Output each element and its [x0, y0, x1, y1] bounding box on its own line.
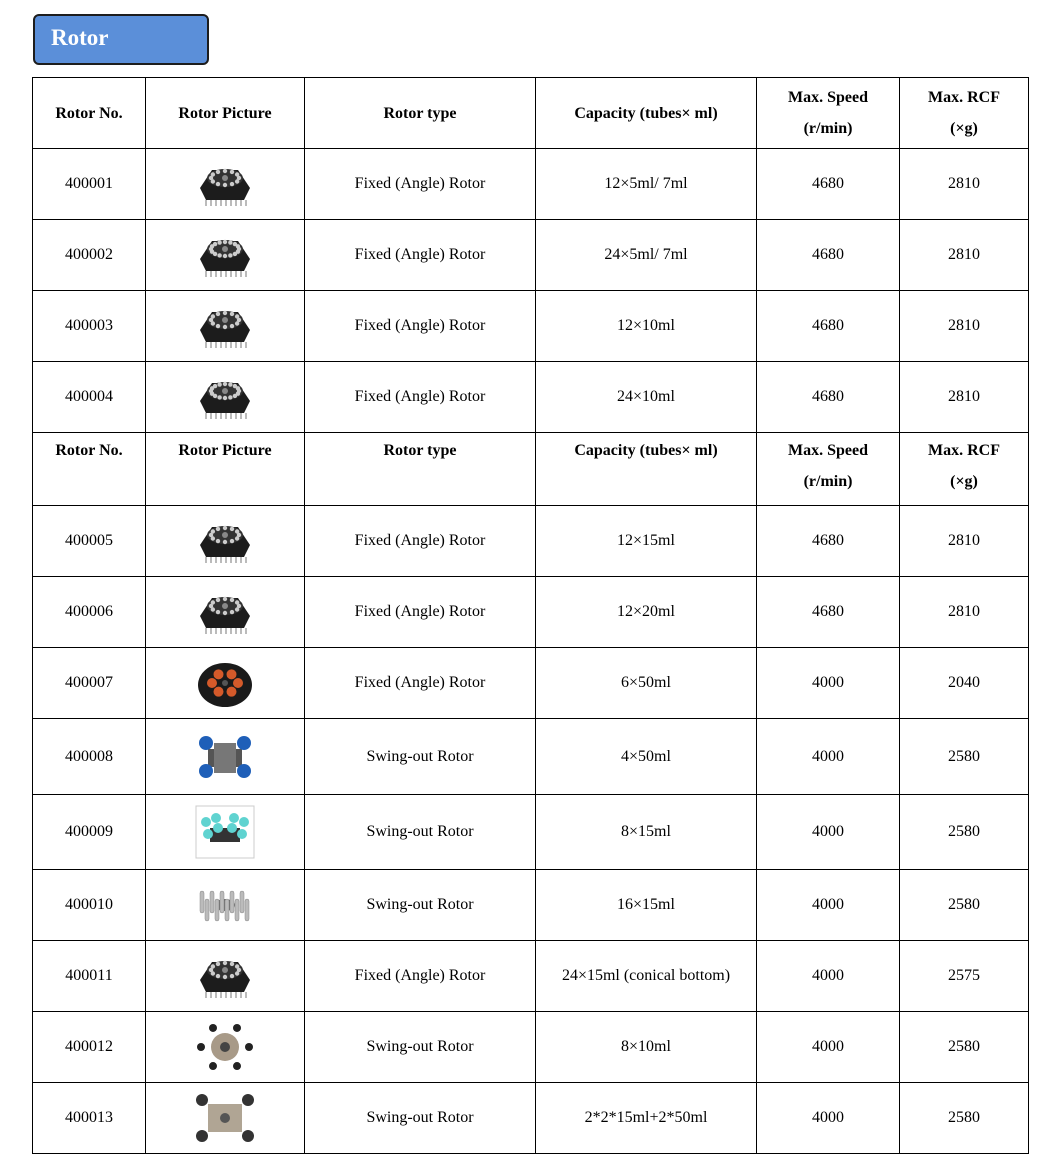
section-title-tab [33, 14, 209, 65]
rotor-max-speed: 4000 [757, 719, 900, 795]
rotor-max-speed: 4680 [757, 577, 900, 648]
section-title: Rotor [51, 25, 109, 50]
rotor-type: Fixed (Angle) Rotor [305, 362, 536, 433]
table-row [33, 1083, 1029, 1154]
rotor-capacity: 24×5ml/ 7ml [536, 220, 757, 291]
rotor-max-rcf: 2810 [900, 577, 1029, 648]
table-header-row [33, 433, 1029, 506]
table-row [33, 648, 1029, 719]
header-rotor-picture: Rotor Picture [146, 78, 305, 149]
rotor-capacity: 12×5ml/ 7ml [536, 149, 757, 220]
rotor-max-rcf: 2810 [900, 506, 1029, 577]
rotor-type: Fixed (Angle) Rotor [305, 648, 536, 719]
rotor-max-speed: 4680 [757, 506, 900, 577]
table-row [33, 506, 1029, 577]
rotor-max-rcf: 2580 [900, 1012, 1029, 1083]
rotor-max-rcf: 2580 [900, 870, 1029, 941]
rotor-number: 400007 [33, 648, 146, 719]
rotor-max-rcf: 2580 [900, 795, 1029, 870]
rotor-max-speed: 4680 [757, 291, 900, 362]
swing-out-rotor-16-bucket-silver-icon [194, 877, 256, 933]
rotor-picture [146, 362, 305, 433]
rotor-max-speed: 4680 [757, 149, 900, 220]
rotor-type: Swing-out Rotor [305, 795, 536, 870]
header-capacity: Capacity (tubes× ml) [536, 433, 757, 506]
header-rotor-no: Rotor No. [33, 78, 146, 149]
rotor-capacity: 6×50ml [536, 648, 757, 719]
rotor-number: 400003 [33, 291, 146, 362]
rotor-picture [146, 506, 305, 577]
rotor-number: 400002 [33, 220, 146, 291]
header-rotor-picture: Rotor Picture [146, 433, 305, 506]
swing-out-rotor-8-bucket-cyan-icon [194, 804, 256, 860]
rotor-capacity: 8×15ml [536, 795, 757, 870]
rotor-capacity: 24×10ml [536, 362, 757, 433]
rotor-picture [146, 941, 305, 1012]
rotor-number: 400008 [33, 719, 146, 795]
rotor-max-rcf: 2040 [900, 648, 1029, 719]
rotor-picture [146, 870, 305, 941]
rotor-capacity: 12×20ml [536, 577, 757, 648]
rotor-type: Swing-out Rotor [305, 719, 536, 795]
rotor-number: 400012 [33, 1012, 146, 1083]
rotor-max-rcf: 2810 [900, 149, 1029, 220]
table-row [33, 1012, 1029, 1083]
rotor-type: Fixed (Angle) Rotor [305, 506, 536, 577]
header-max-rcf: Max. RCF (×g) [900, 433, 1029, 506]
rotor-capacity: 8×10ml [536, 1012, 757, 1083]
rotor-picture [146, 577, 305, 648]
rotor-max-rcf: 2810 [900, 220, 1029, 291]
rotor-picture [146, 1012, 305, 1083]
rotor-picture [146, 1083, 305, 1154]
header-rotor-type: Rotor type [305, 78, 536, 149]
rotor-capacity: 4×50ml [536, 719, 757, 795]
table-row [33, 291, 1029, 362]
rotor-number: 400001 [33, 149, 146, 220]
swing-out-rotor-8-arm-icon [194, 1019, 256, 1075]
rotor-type: Fixed (Angle) Rotor [305, 149, 536, 220]
rotor-max-speed: 4000 [757, 870, 900, 941]
rotor-max-rcf: 2575 [900, 941, 1029, 1012]
fixed-angle-rotor-12-hole-icon [194, 584, 256, 640]
swing-out-rotor-4-arm-plate-icon [194, 1090, 256, 1146]
rotor-capacity: 2*2*15ml+2*50ml [536, 1083, 757, 1154]
table-row [33, 870, 1029, 941]
rotor-number: 400006 [33, 577, 146, 648]
rotor-max-speed: 4000 [757, 795, 900, 870]
rotor-capacity: 12×10ml [536, 291, 757, 362]
rotor-max-rcf: 2580 [900, 1083, 1029, 1154]
rotor-number: 400013 [33, 1083, 146, 1154]
rotor-max-rcf: 2810 [900, 362, 1029, 433]
table-row [33, 362, 1029, 433]
rotor-number: 400009 [33, 795, 146, 870]
rotor-type: Fixed (Angle) Rotor [305, 291, 536, 362]
header-max-speed: Max. Speed (r/min) [757, 78, 900, 149]
rotor-picture [146, 291, 305, 362]
fixed-angle-rotor-conical-icon [194, 948, 256, 1004]
rotor-max-rcf: 2810 [900, 291, 1029, 362]
table-row [33, 941, 1029, 1012]
rotor-capacity: 12×15ml [536, 506, 757, 577]
rotor-max-speed: 4680 [757, 220, 900, 291]
header-rotor-no: Rotor No. [33, 433, 146, 506]
rotor-picture [146, 719, 305, 795]
fixed-angle-rotor-6-hole-orange-icon [194, 655, 256, 711]
rotor-table [32, 77, 1029, 1154]
fixed-angle-rotor-24-hole-icon [194, 227, 256, 283]
rotor-type: Fixed (Angle) Rotor [305, 220, 536, 291]
rotor-picture [146, 795, 305, 870]
table-row [33, 220, 1029, 291]
rotor-number: 400005 [33, 506, 146, 577]
header-rotor-type: Rotor type [305, 433, 536, 506]
fixed-angle-rotor-12-hole-icon [194, 513, 256, 569]
header-max-rcf: Max. RCF (×g) [900, 78, 1029, 149]
header-capacity: Capacity (tubes× ml) [536, 78, 757, 149]
rotor-number: 400011 [33, 941, 146, 1012]
table-row [33, 795, 1029, 870]
rotor-type: Fixed (Angle) Rotor [305, 577, 536, 648]
rotor-type: Fixed (Angle) Rotor [305, 941, 536, 1012]
rotor-type: Swing-out Rotor [305, 1012, 536, 1083]
fixed-angle-rotor-24-hole-icon [194, 369, 256, 425]
rotor-max-rcf: 2580 [900, 719, 1029, 795]
table-header-row [33, 78, 1029, 149]
rotor-picture [146, 220, 305, 291]
header-max-speed: Max. Speed (r/min) [757, 433, 900, 506]
table-row [33, 719, 1029, 795]
rotor-picture [146, 149, 305, 220]
rotor-max-speed: 4000 [757, 941, 900, 1012]
rotor-capacity: 16×15ml [536, 870, 757, 941]
rotor-max-speed: 4000 [757, 1012, 900, 1083]
table-row [33, 149, 1029, 220]
fixed-angle-rotor-12-hole-icon [194, 298, 256, 354]
rotor-max-speed: 4000 [757, 648, 900, 719]
rotor-type: Swing-out Rotor [305, 1083, 536, 1154]
rotor-type: Swing-out Rotor [305, 870, 536, 941]
swing-out-rotor-4-bucket-blue-icon [194, 729, 256, 785]
fixed-angle-rotor-12-hole-icon [194, 156, 256, 212]
rotor-max-speed: 4000 [757, 1083, 900, 1154]
rotor-number: 400010 [33, 870, 146, 941]
rotor-max-speed: 4680 [757, 362, 900, 433]
rotor-picture [146, 648, 305, 719]
rotor-capacity: 24×15ml (conical bottom) [536, 941, 757, 1012]
rotor-number: 400004 [33, 362, 146, 433]
table-row [33, 577, 1029, 648]
